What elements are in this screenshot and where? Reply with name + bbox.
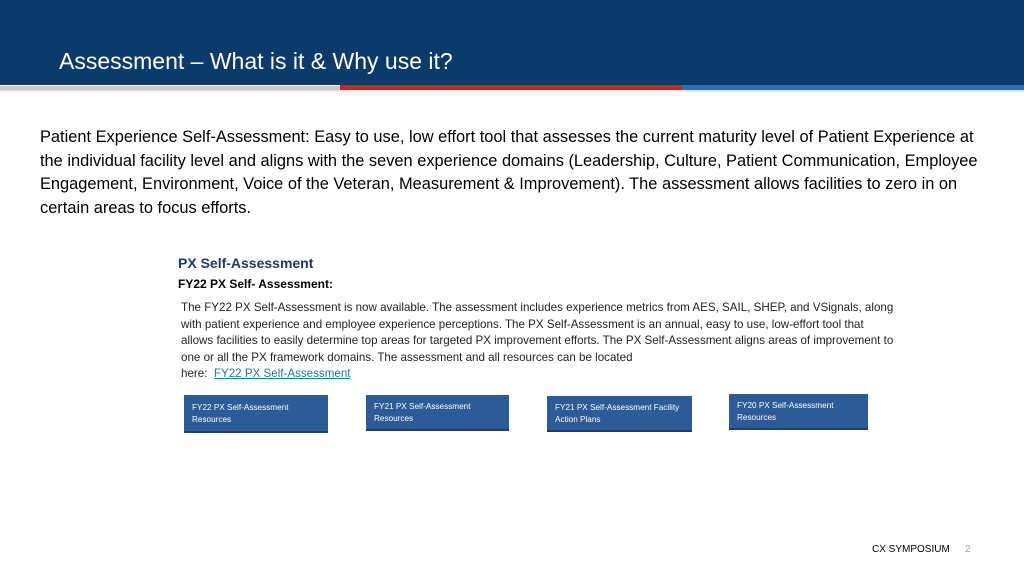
embedded-body: [181, 300, 897, 383]
intro-paragraph: Patient Experience Self-Assessment: Easy to use, low effort tool that assesses the current maturity level of Patient Experience at the individual facility level and aligns with the seven experience domains (Leadership, Culture, Patient Communication, Employee Engagement, Environment, Voice of the Veteran, Measurement & Improvement). The assessment allows facilities to zero in on certain areas to focus efforts.: [40, 128, 978, 217]
embedded-heading: PX Self-Assessment: [178, 255, 314, 271]
fy22-resources-button[interactable]: FY22 PX Self-Assessment Resources: [184, 395, 328, 433]
fy21-action-plans-button[interactable]: FY21 PX Self-Assessment Facility Action Plans: [547, 396, 692, 432]
embedded-subheading: FY22 PX Self- Assessment:: [178, 277, 333, 291]
here-label: here:: [181, 367, 208, 381]
fy21-resources-button[interactable]: FY21 PX Self-Assessment Resources: [366, 395, 509, 431]
slide-title: Assessment – What is it & Why use it?: [59, 48, 453, 74]
fy20-resources-button[interactable]: FY20 PX Self-Assessment Resources: [729, 394, 868, 430]
footer-label: CX SYMPOSIUM: [872, 544, 950, 555]
fy22-self-assessment-link[interactable]: FY22 PX Self-Assessment: [213, 367, 351, 381]
embedded-body-text: The FY22 PX Self-Assessment is now available. The assessment includes experience metrics from AES, SAIL, SHEP, and VSignals, along with patient experience and employee experience perceptions. The PX Self-Assessment is an annual, easy to use, low-effort tool that allows facilities to easily determine top areas for targeted PX improvement efforts. The PX Self-Assessment aligns areas of improvement to one or all the PX framework domains. The assessment and all resources can be located: [181, 301, 894, 364]
header-shadow: [0, 90, 1024, 93]
page-number: 2: [965, 544, 971, 555]
